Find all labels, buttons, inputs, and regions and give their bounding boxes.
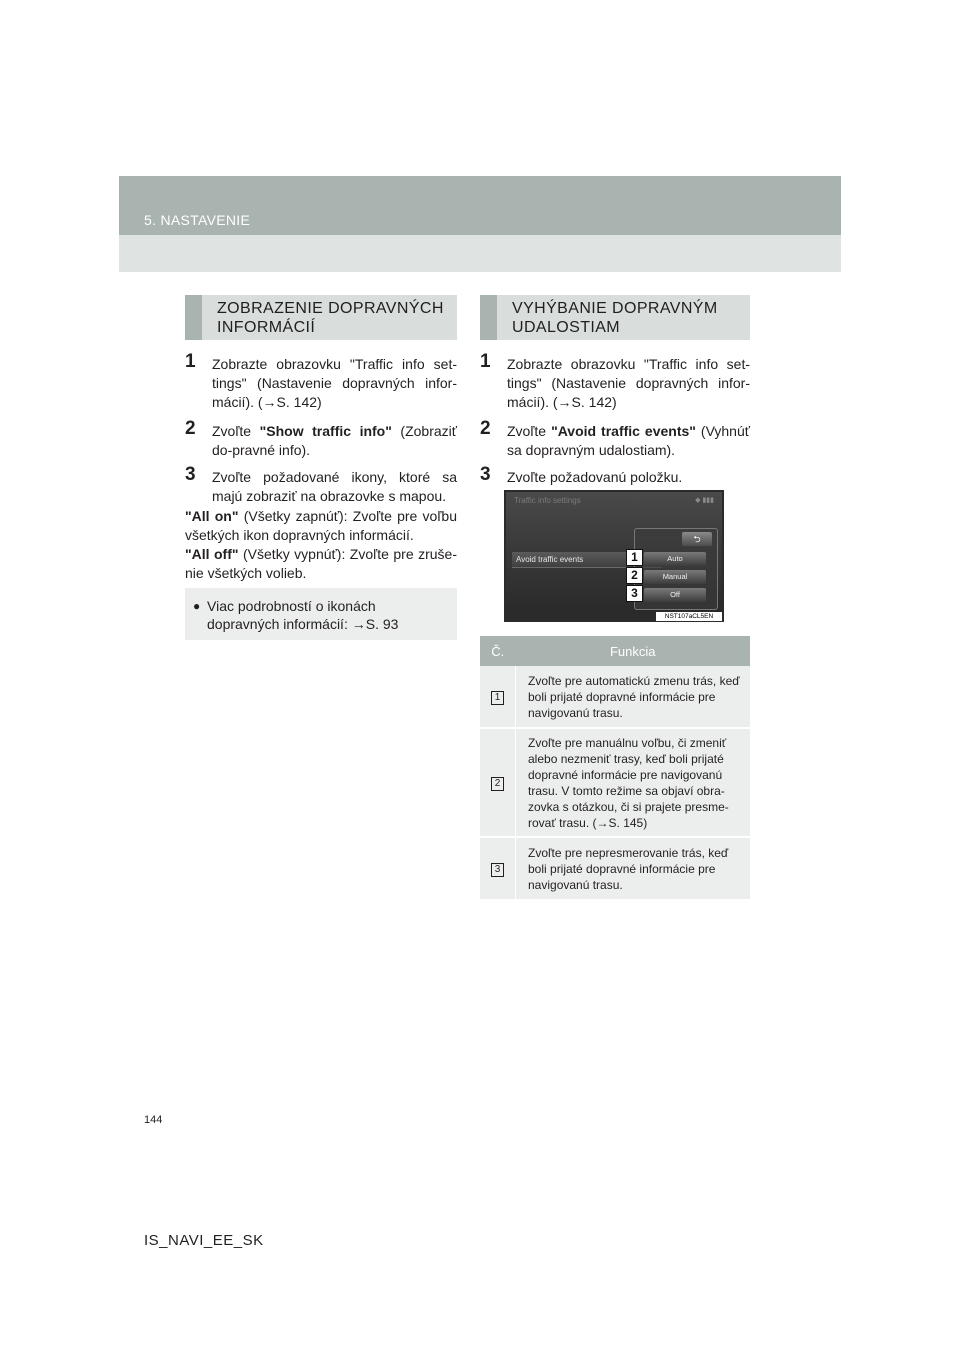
chapter-title: 5. NASTAVENIE	[144, 212, 251, 228]
all-off-description: "All off" (Všetky vypnúť): Zvoľte pre zruše-nie všetkých volieb.	[185, 546, 457, 581]
step-text: Zvoľte požadované ikony, ktoré sa majú zobraziť na obrazovke s mapou.	[212, 469, 457, 504]
step-number: 1	[480, 351, 491, 372]
callout-2: 2	[626, 567, 643, 584]
step-text: Zobrazte obrazovku "Traffic info set-tings" (Nastavenie dopravných infor-mácií). (→S. 142)	[507, 356, 750, 410]
step-2	[185, 418, 458, 462]
row-number: 2	[491, 777, 504, 791]
table-header-row	[480, 636, 750, 666]
section-heading-avoid-events	[480, 295, 750, 340]
function-table	[480, 636, 750, 899]
callout-3: 3	[626, 585, 643, 602]
all-on-description: "All on" (Všetky zapnúť): Zvoľte pre voľbu všetkých ikon dopravných informácií.	[185, 508, 457, 543]
step-2	[480, 418, 751, 462]
table-row	[480, 666, 750, 728]
step-number: 2	[185, 418, 196, 439]
header-subbar	[119, 235, 841, 272]
image-code: NST107aCL5EN	[656, 612, 722, 621]
back-icon: ⮌	[682, 532, 712, 546]
header-function: Funkcia	[516, 636, 751, 666]
step-1	[185, 351, 457, 415]
option-label: "All off"	[185, 546, 239, 562]
row-text: Zvoľte pre manuálnu voľbu, či zmeniť alebo nezmeniť trasy, keď boli prijaté dopravné informácie pre navigovanú trasu. V tomto režime sa objaví obra-zovka s otázkou, či si prajete presme-rovať trasu. (→S. 145)	[516, 728, 751, 837]
row-text: Zvoľte pre automatickú zmenu trás, keď boli prijaté dopravné informácie pre navigovanú trasu.	[516, 666, 751, 728]
step-number: 1	[185, 351, 196, 372]
section-heading-traffic-info	[185, 295, 457, 340]
page-number: 144	[144, 1114, 163, 1126]
step-text: Zvoľte "Show traffic info" (Zobraziť do-pravné info).	[212, 423, 458, 458]
step-text: Zobrazte obrazovku "Traffic info set-tings" (Nastavenie dopravných infor-mácií). (→S. 142)	[212, 356, 457, 410]
heading-accent	[185, 295, 202, 340]
option-label: "All on"	[185, 508, 239, 524]
info-note	[185, 588, 457, 640]
step-1	[480, 351, 750, 415]
table-row	[480, 837, 750, 899]
screen-display	[506, 492, 722, 612]
option-label: "Avoid traffic events"	[551, 423, 696, 439]
option-label: "Show traffic info"	[259, 423, 392, 439]
header-no: Č.	[480, 636, 516, 666]
step-3	[185, 464, 457, 508]
step-text: Zvoľte požadovanú položku.	[507, 469, 683, 485]
auto-button: Auto	[644, 552, 706, 566]
screen-title: Traffic info settings	[514, 496, 581, 505]
step-3	[480, 464, 750, 490]
status-icons: ◆ ▮▮▮	[695, 497, 714, 504]
document-code: IS_NAVI_EE_SK	[144, 1232, 264, 1249]
off-button: Off	[644, 588, 706, 602]
section-title: VYHÝBANIE DOPRAVNÝM UDALOSTIAM	[512, 300, 718, 336]
row-number: 3	[491, 863, 504, 877]
table-row	[480, 728, 750, 837]
step-number: 3	[480, 464, 491, 485]
row-number-cell	[480, 728, 516, 837]
callout-1: 1	[626, 549, 643, 566]
heading-accent	[480, 295, 497, 340]
row-number-cell	[480, 666, 516, 728]
bullet-icon: ●	[193, 599, 201, 613]
step-number: 2	[480, 418, 491, 439]
screenshot-traffic-settings	[504, 490, 724, 622]
section-title: ZOBRAZENIE DOPRAVNÝCH INFORMÁCIÍ	[217, 300, 444, 336]
row-number: 1	[491, 691, 504, 705]
step-number: 3	[185, 464, 196, 485]
note-text: Viac podrobností o ikonách dopravných informácií: →S. 93	[207, 598, 399, 632]
manual-button: Manual	[644, 570, 706, 584]
avoid-traffic-events-row: Avoid traffic events	[512, 552, 662, 568]
row-number-cell	[480, 837, 516, 899]
step-text: Zvoľte "Avoid traffic events" (Vyhnúť sa dopravným udalostiam).	[507, 423, 751, 458]
row-text: Zvoľte pre nepresmerovanie trás, keď boli prijaté dopravné informácie pre navigovanú trasu.	[516, 837, 751, 899]
